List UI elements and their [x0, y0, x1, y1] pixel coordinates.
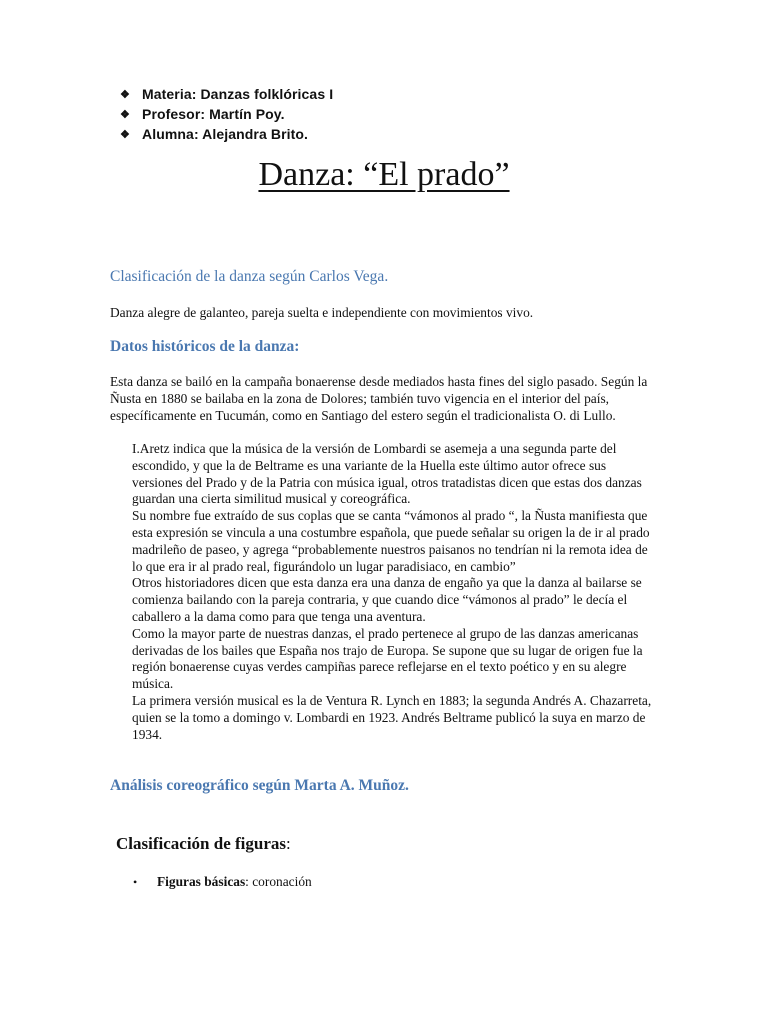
- paragraph-mayor-parte: Como la mayor parte de nuestras danzas, el prado pertenece al grupo de las danzas americanas derivadas de los bailes que España nos trajo de Europa. Se supone que su lugar de origen fue la región bonaerense cuyas verdes campiñas parece reflejarse en el texto poético y en su alegre música.: [132, 625, 643, 692]
- section-heading-datos-historicos: Datos históricos de la danza:: [110, 338, 300, 355]
- section-heading-analisis: Análisis coreográfico según Marta A. Muñoz.: [110, 777, 409, 794]
- paragraph-primera-version: La primera versión musical es la de Ventura R. Lynch en 1883; la segunda Andrés A. Chazarreta, quien se la tomo a domingo v. Lombardi en 1923. Andrés Beltrame publicó la suya en marzo de 1934.: [132, 692, 652, 742]
- header-info-list: [120, 84, 333, 144]
- historicos-intro-paragraph: Esta danza se bailó en la campaña bonaerense desde mediados hasta fines del siglo pasado. Según la Ñusta en 1880 se bailaba en la zona de Dolores; también tuvo vigencia en el interior del país, específicamente en Tucumán, como en Santiago del estero según el tradicionalista O. di Lullo.: [110, 374, 648, 423]
- paragraph-nombre: Su nombre fue extraído de sus coplas que se canta “vámonos al prado “, la Ñusta manifiesta que esta expresión se vincula a una costumbre española, que puede señalar su origen la de ir al prado madrileño de paseo, y agrega “probablemente nuestros paisanos no tendrían ni la remota idea de lo que era ir al prado real, figurándolo un lugar paradisiaco, en cambio”: [132, 508, 650, 574]
- document-title: [0, 156, 768, 194]
- figuras-basicas-value: : coronación: [245, 874, 312, 889]
- heading-text: Clasificación de figuras: [116, 834, 286, 853]
- diamond-bullet-icon: ❖: [120, 108, 130, 121]
- diamond-bullet-icon: ❖: [120, 88, 130, 101]
- heading-text: Clasificación de la danza según Carlos Vega: [110, 268, 385, 285]
- materia-text: Materia: Danzas folklóricas I: [142, 86, 334, 102]
- diamond-bullet-icon: ❖: [120, 128, 130, 141]
- clasificacion-paragraph: Danza alegre de galanteo, pareja suelta e independiente con movimientos vivo.: [110, 305, 534, 320]
- historicos-indented-block: [132, 441, 657, 743]
- section-heading-figuras: [116, 834, 291, 854]
- list-item-figuras-basicas: [133, 874, 312, 890]
- paragraph-aretz: I.Aretz indica que la música de la versión de Lombardi se asemeja a una segunda parte del escondido, y que la de Beltrame es una variante de la Huella este último autor ofrece sus versiones del Prado y de la Patria con música igual, otros tratadistas dicen que estas dos danzas guardan una cierta similitud musical y coreográfica.: [132, 441, 642, 507]
- figuras-basicas-label: Figuras básicas: [157, 874, 246, 889]
- list-item-materia: [120, 84, 333, 104]
- section-heading-clasificacion: [110, 268, 388, 286]
- heading-suffix: .: [384, 268, 389, 285]
- list-item-profesor: [120, 104, 333, 124]
- heading-suffix: :: [286, 834, 291, 853]
- paragraph-otros-historiadores: Otros historiadores dicen que esta danza era una danza de engaño ya que la danza al bailarse se comienza bailando con la pareja contraria, y que cuando dice “vámonos al prado” le decía el caballero a la dama como para que tenga una aventura.: [132, 575, 642, 624]
- list-item-alumna: [120, 124, 333, 144]
- profesor-text: Profesor: Martín Poy.: [142, 106, 285, 122]
- alumna-text: Alumna: Alejandra Brito.: [142, 126, 309, 142]
- document-title-text: Danza: “El prado”: [258, 156, 510, 193]
- bullet-dot-icon: •: [133, 874, 138, 889]
